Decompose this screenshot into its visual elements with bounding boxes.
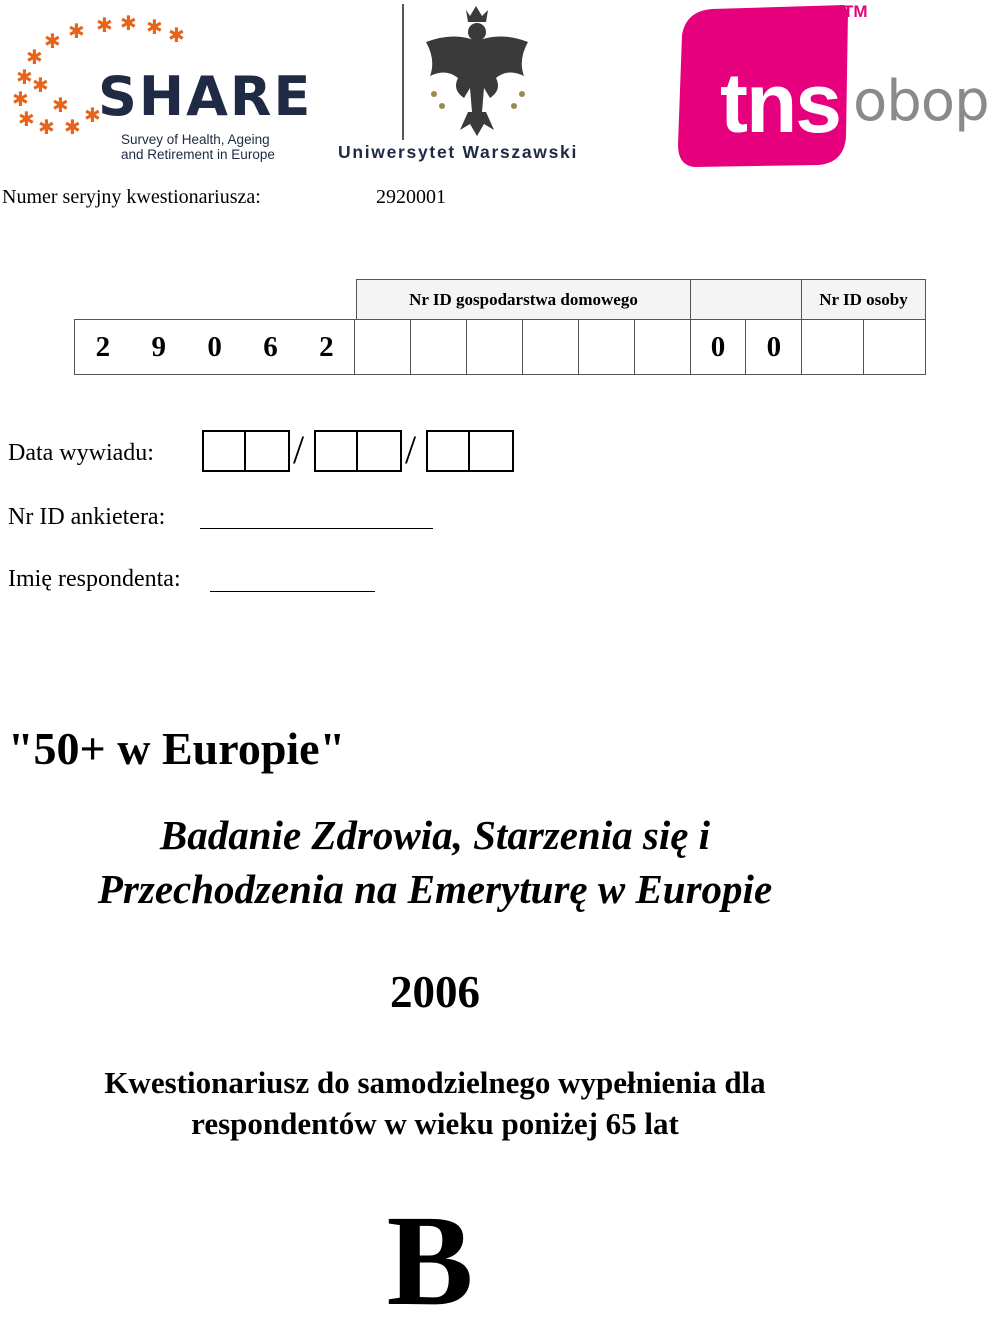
svg-text:✱: ✱ bbox=[52, 93, 69, 117]
svg-text:✱: ✱ bbox=[96, 13, 113, 37]
date-year-boxes[interactable] bbox=[426, 430, 514, 472]
household-id-header: Nr ID gospodarstwa domowego bbox=[356, 279, 691, 319]
interviewer-id-label: Nr ID ankietera: bbox=[8, 504, 166, 530]
id-digit-cell: 2 bbox=[298, 320, 355, 374]
svg-text:✱: ✱ bbox=[120, 11, 137, 35]
serial-number-value: 2920001 bbox=[376, 186, 446, 208]
svg-text:✱: ✱ bbox=[32, 73, 49, 97]
svg-text:✱: ✱ bbox=[84, 103, 101, 127]
person-id-cell[interactable] bbox=[802, 320, 864, 374]
interview-date-label: Data wywiadu: bbox=[8, 440, 154, 466]
study-subtitle bbox=[0, 808, 870, 916]
id-digit-cell: 9 bbox=[151, 330, 167, 363]
svg-text:✱: ✱ bbox=[38, 115, 55, 139]
id-digit-cell: 0 bbox=[746, 320, 802, 374]
date-separator: / bbox=[405, 427, 417, 472]
id-blank-cell[interactable] bbox=[579, 320, 635, 374]
share-stars-icon bbox=[8, 11, 185, 142]
id-digit-cell: 0 bbox=[207, 330, 222, 363]
serial-number-label: Numer seryjny kwestionariusza: bbox=[2, 186, 261, 208]
id-digit-cell: 6 bbox=[263, 330, 278, 363]
id-cells-row bbox=[74, 319, 926, 375]
id-digit-cell: 0 bbox=[691, 320, 747, 374]
tns-wordmark: tns bbox=[720, 56, 840, 150]
description-line2: respondentów w wieku poniżej 65 lat bbox=[191, 1106, 679, 1141]
subtitle-line1: Badanie Zdrowia, Starzenia się i bbox=[159, 812, 711, 858]
interviewer-id-line[interactable] bbox=[200, 528, 433, 529]
header-spacer bbox=[691, 279, 801, 319]
tns-logo bbox=[676, 5, 851, 167]
main-title: "50+ w Europie" bbox=[8, 723, 346, 774]
svg-text:✱: ✱ bbox=[12, 87, 29, 111]
svg-text:✱: ✱ bbox=[44, 29, 61, 53]
svg-text:✱: ✱ bbox=[18, 107, 35, 131]
svg-text:✱: ✱ bbox=[68, 19, 85, 43]
date-day-boxes[interactable] bbox=[202, 430, 290, 472]
person-id-header: Nr ID osoby bbox=[801, 279, 926, 319]
survey-year: 2006 bbox=[390, 967, 480, 1017]
version-letter: B bbox=[386, 1189, 474, 1333]
svg-text:✱: ✱ bbox=[64, 115, 81, 139]
id-blank-cell[interactable] bbox=[355, 320, 411, 374]
svg-text:✱: ✱ bbox=[26, 45, 43, 69]
id-blank-cell[interactable] bbox=[411, 320, 467, 374]
person-id-cell[interactable] bbox=[864, 320, 925, 374]
obop-wordmark: obop bbox=[853, 69, 989, 134]
eagle-emblem-icon bbox=[412, 2, 542, 140]
id-blank-cell[interactable] bbox=[523, 320, 579, 374]
trademark-mark: TM bbox=[843, 2, 868, 21]
subtitle-line2: Przechodzenia na Emeryturę w Europie bbox=[97, 866, 773, 912]
questionnaire-description bbox=[0, 1062, 870, 1144]
date-separator: / bbox=[293, 427, 305, 472]
id-blank-cell[interactable] bbox=[467, 320, 523, 374]
id-table bbox=[74, 279, 926, 375]
id-blank-cell[interactable] bbox=[635, 320, 691, 374]
date-month-boxes[interactable] bbox=[314, 430, 402, 472]
share-subtitle bbox=[121, 132, 311, 162]
svg-text:✱: ✱ bbox=[168, 23, 185, 47]
respondent-name-line[interactable] bbox=[210, 591, 375, 592]
description-line1: Kwestionariusz do samodzielnego wypełnienia dla bbox=[104, 1065, 766, 1100]
share-logo bbox=[8, 11, 313, 162]
id-digit-cell: 2 bbox=[95, 330, 111, 363]
respondent-name-label: Imię respondenta: bbox=[8, 566, 181, 592]
share-wordmark: SHARE bbox=[98, 65, 313, 128]
logo-divider bbox=[402, 4, 404, 140]
university-name: Uniwersytet Warszawski bbox=[338, 142, 579, 162]
svg-text:✱: ✱ bbox=[146, 15, 163, 39]
share-subtitle-line2: and Retirement in Europe bbox=[121, 147, 275, 162]
share-subtitle-line1: Survey of Health, Ageing bbox=[121, 132, 270, 147]
svg-text:✱: ✱ bbox=[16, 65, 33, 89]
